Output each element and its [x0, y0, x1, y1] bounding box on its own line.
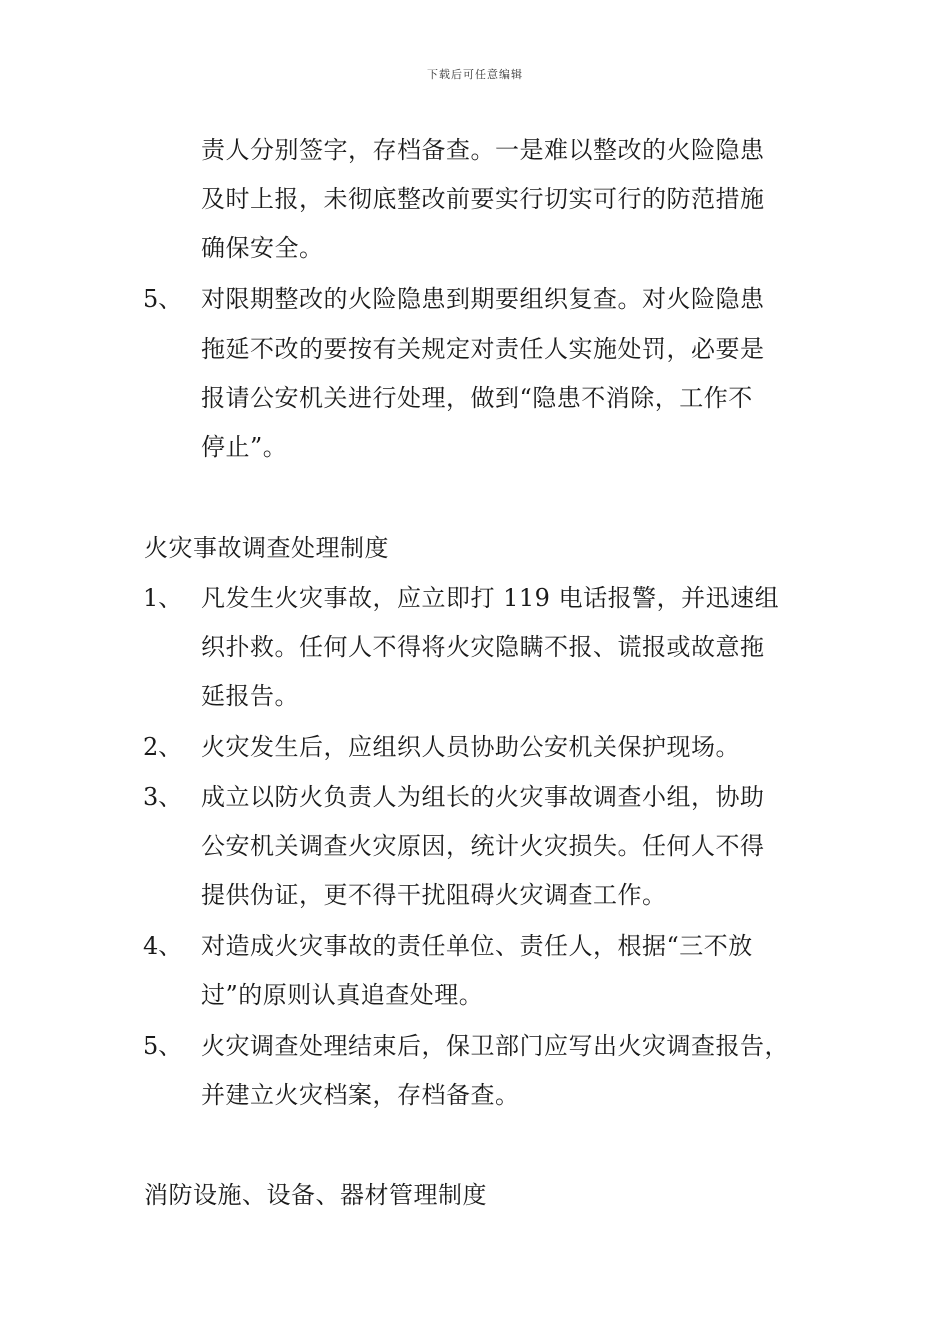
list-item-number: 5、: [143, 1032, 183, 1060]
page-header-note: 下载后可任意编辑: [427, 68, 523, 81]
list-item-line: 拖延不改的要按有关规定对责任人实施处罚，必要是: [201, 335, 765, 363]
list-item-line: 并建立火灾档案，存档备查。: [201, 1081, 520, 1109]
list-item-line: 凡发生火灾事故，应立即打 119 电话报警，并迅速组: [201, 584, 780, 612]
list-item-line: 火灾调查处理结束后，保卫部门应写出火灾调查报告，: [201, 1032, 789, 1060]
list-item-line: 停止”。: [201, 433, 288, 461]
list-item-line: 织扑救。任何人不得将火灾隐瞒不报、谎报或故意拖: [201, 633, 765, 661]
list-item-line: 对造成火灾事故的责任单位、责任人，根据“三不放: [201, 932, 753, 960]
list-item-line: 过”的原则认真追查处理。: [201, 981, 484, 1009]
paragraph-line: 确保安全。: [201, 234, 324, 262]
list-item-line: 公安机关调查火灾原因，统计火灾损失。任何人不得: [201, 832, 765, 860]
paragraph-line: 及时上报，未彻底整改前要实行切实可行的防范措施: [201, 185, 765, 213]
list-item-number: 1、: [143, 584, 183, 612]
list-item-number: 2、: [143, 733, 183, 761]
list-item-number: 3、: [143, 783, 183, 811]
list-item-line: 提供伪证，更不得干扰阻碍火灾调查工作。: [201, 881, 667, 909]
list-item-line: 延报告。: [201, 682, 299, 710]
paragraph-line: 责人分别签字，存档备查。一是难以整改的火险隐患: [201, 136, 765, 164]
list-item-number: 4、: [143, 932, 183, 960]
list-item-number: 5、: [143, 285, 183, 313]
section-title: 火灾事故调查处理制度: [144, 534, 389, 562]
list-item-line: 火灾发生后，应组织人员协助公安机关保护现场。: [201, 733, 740, 761]
list-item-line: 报请公安机关进行处理，做到“隐患不消除，工作不: [201, 384, 753, 412]
list-item-line: 成立以防火负责人为组长的火灾事故调查小组，协助: [201, 783, 765, 811]
list-item-line: 对限期整改的火险隐患到期要组织复查。对火险隐患: [201, 285, 765, 313]
section-title: 消防设施、设备、器材管理制度: [144, 1181, 487, 1209]
